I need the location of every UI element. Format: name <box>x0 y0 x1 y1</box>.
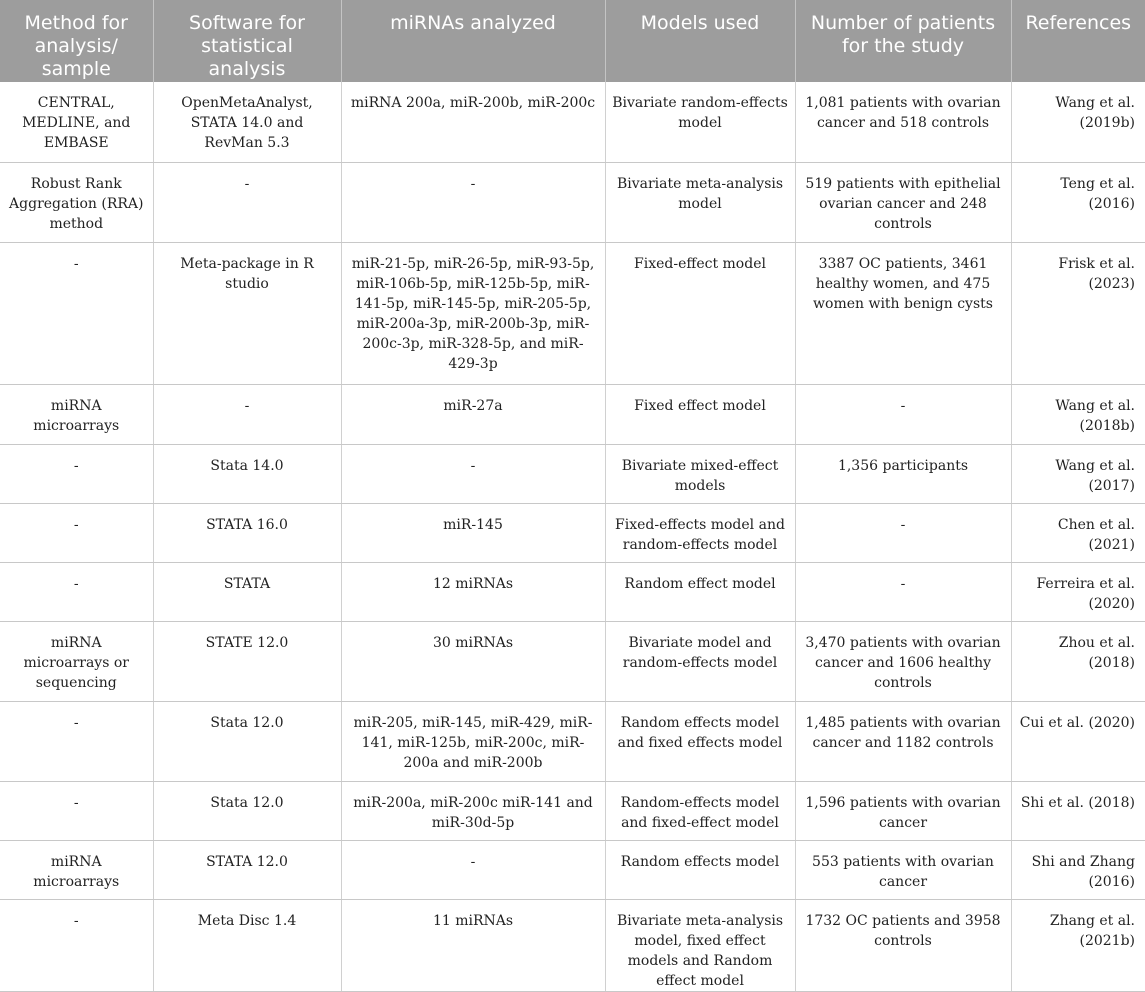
cell-method: miRNA microarrays or sequencing <box>0 621 153 701</box>
header-references: References <box>1011 0 1145 82</box>
cell-software: STATA 16.0 <box>153 503 341 562</box>
cell-method: CENTRAL, MEDLINE, and EMBASE <box>0 82 153 162</box>
cell-method: miRNA microarrays <box>0 840 153 899</box>
cell-mirnas: miR-205, miR-145, miR-429, miR-141, miR-125b, miR-200c, miR-200a and miR-200b <box>341 701 605 781</box>
cell-mirnas: 12 miRNAs <box>341 562 605 621</box>
cell-mirnas: miR-145 <box>341 503 605 562</box>
cell-models: Fixed-effect model <box>605 242 795 384</box>
table-body <box>0 82 1145 991</box>
cell-patients: 1,596 patients with ovarian cancer <box>795 781 1011 840</box>
cell-software: Meta-package in R studio <box>153 242 341 384</box>
cell-patients: 1,485 patients with ovarian cancer and 1182 controls <box>795 701 1011 781</box>
table-row <box>0 444 1145 503</box>
table-row <box>0 701 1145 781</box>
cell-mirnas: miR-21-5p, miR-26-5p, miR-93-5p, miR-106b-5p, miR-125b-5p, miR-141-5p, miR-145-5p, miR-205-5p, miR-200a-3p, miR-200b-3p, miR-200c-3p, miR-328-5p, and miR-429-3p <box>341 242 605 384</box>
table-row <box>0 503 1145 562</box>
cell-models: Bivariate random-effects model <box>605 82 795 162</box>
table-row <box>0 242 1145 384</box>
cell-reference: Cui et al. (2020) <box>1011 701 1145 781</box>
cell-reference: Ferreira et al. (2020) <box>1011 562 1145 621</box>
cell-patients: - <box>795 384 1011 444</box>
table-row <box>0 82 1145 162</box>
cell-reference: Wang et al. (2018b) <box>1011 384 1145 444</box>
cell-models: Random effects model and fixed effects model <box>605 701 795 781</box>
cell-software: - <box>153 162 341 242</box>
cell-reference: Shi et al. (2018) <box>1011 781 1145 840</box>
cell-mirnas: - <box>341 840 605 899</box>
cell-models: Random effect model <box>605 562 795 621</box>
cell-software: STATE 12.0 <box>153 621 341 701</box>
cell-patients: - <box>795 562 1011 621</box>
cell-models: Bivariate meta-analysis model <box>605 162 795 242</box>
table-row <box>0 899 1145 991</box>
cell-method: - <box>0 444 153 503</box>
table-header <box>0 0 1145 82</box>
cell-models: Bivariate mixed-effect models <box>605 444 795 503</box>
cell-method: - <box>0 781 153 840</box>
cell-software: OpenMetaAnalyst, STATA 14.0 and RevMan 5.3 <box>153 82 341 162</box>
cell-reference: Zhou et al. (2018) <box>1011 621 1145 701</box>
cell-models: Bivariate model and random-effects model <box>605 621 795 701</box>
cell-mirnas: 11 miRNAs <box>341 899 605 991</box>
cell-models: Random-effects model and fixed-effect model <box>605 781 795 840</box>
cell-method: - <box>0 503 153 562</box>
cell-mirnas: miR-200a, miR-200c miR-141 and miR-30d-5p <box>341 781 605 840</box>
header-patients: Number of patients for the study <box>795 0 1011 82</box>
cell-method: - <box>0 899 153 991</box>
cell-method: Robust Rank Aggregation (RRA) method <box>0 162 153 242</box>
header-row <box>0 0 1145 82</box>
cell-reference: Teng et al. (2016) <box>1011 162 1145 242</box>
cell-method: miRNA microarrays <box>0 384 153 444</box>
cell-software: Meta Disc 1.4 <box>153 899 341 991</box>
cell-patients: 519 patients with epithelial ovarian cancer and 248 controls <box>795 162 1011 242</box>
cell-models: Fixed effect model <box>605 384 795 444</box>
table-row <box>0 621 1145 701</box>
table-row <box>0 384 1145 444</box>
cell-models: Bivariate meta-analysis model, fixed effect models and Random effect model <box>605 899 795 991</box>
cell-method: - <box>0 562 153 621</box>
cell-reference: Chen et al. (2021) <box>1011 503 1145 562</box>
cell-mirnas: 30 miRNAs <box>341 621 605 701</box>
cell-software: Stata 14.0 <box>153 444 341 503</box>
cell-patients: 1732 OC patients and 3958 controls <box>795 899 1011 991</box>
cell-software: Stata 12.0 <box>153 701 341 781</box>
table-row <box>0 781 1145 840</box>
cell-patients: - <box>795 503 1011 562</box>
cell-mirnas: - <box>341 444 605 503</box>
header-mirnas: miRNAs analyzed <box>341 0 605 82</box>
table-row <box>0 562 1145 621</box>
cell-mirnas: - <box>341 162 605 242</box>
cell-patients: 1,356 participants <box>795 444 1011 503</box>
cell-models: Random effects model <box>605 840 795 899</box>
cell-reference: Frisk et al. (2023) <box>1011 242 1145 384</box>
cell-reference: Shi and Zhang (2016) <box>1011 840 1145 899</box>
cell-reference: Wang et al. (2017) <box>1011 444 1145 503</box>
cell-patients: 553 patients with ovarian cancer <box>795 840 1011 899</box>
cell-patients: 3,470 patients with ovarian cancer and 1606 healthy controls <box>795 621 1011 701</box>
cell-method: - <box>0 701 153 781</box>
cell-patients: 1,081 patients with ovarian cancer and 518 controls <box>795 82 1011 162</box>
header-software: Software for statistical analysis <box>153 0 341 82</box>
cell-software: STATA 12.0 <box>153 840 341 899</box>
cell-mirnas: miR-27a <box>341 384 605 444</box>
cell-reference: Wang et al. (2019b) <box>1011 82 1145 162</box>
cell-method: - <box>0 242 153 384</box>
header-models: Models used <box>605 0 795 82</box>
cell-reference: Zhang et al. (2021b) <box>1011 899 1145 991</box>
cell-software: Stata 12.0 <box>153 781 341 840</box>
cell-models: Fixed-effects model and random-effects model <box>605 503 795 562</box>
cell-software: - <box>153 384 341 444</box>
cell-patients: 3387 OC patients, 3461 healthy women, and 475 women with benign cysts <box>795 242 1011 384</box>
cell-mirnas: miRNA 200a, miR-200b, miR-200c <box>341 82 605 162</box>
table-row <box>0 840 1145 899</box>
header-method: Method for analysis/ sample <box>0 0 153 82</box>
table-row <box>0 162 1145 242</box>
cell-software: STATA <box>153 562 341 621</box>
